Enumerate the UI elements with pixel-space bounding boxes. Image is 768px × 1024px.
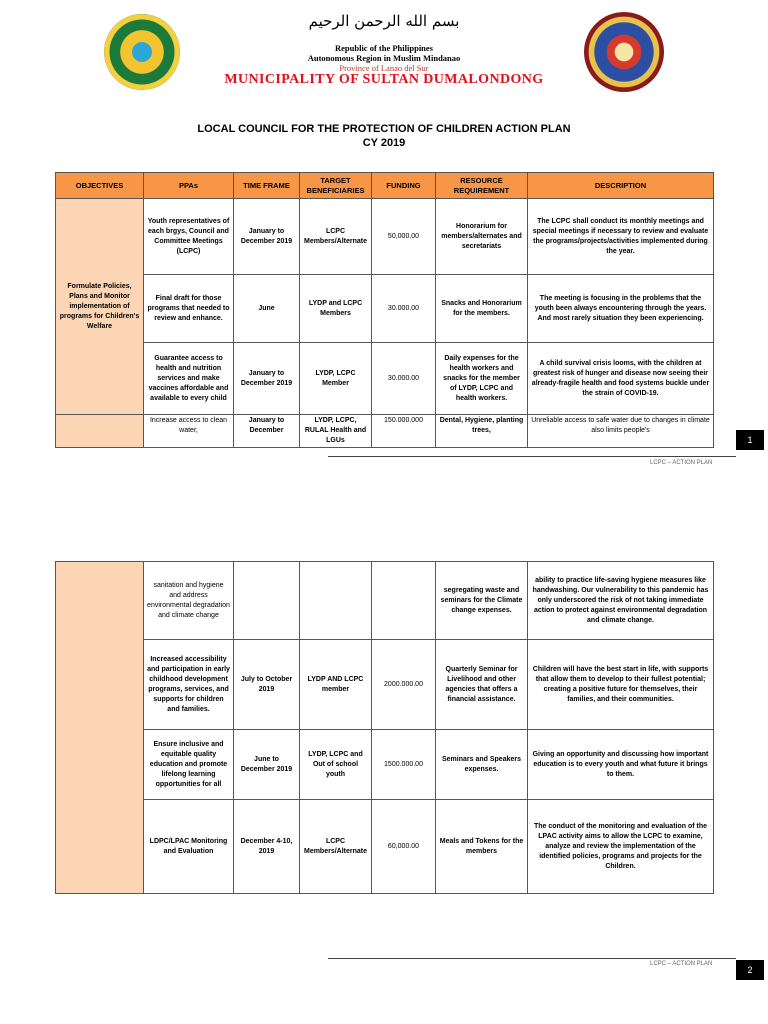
footer-divider — [328, 958, 736, 959]
target-cell: LYDP, LCPC and Out of school youth — [300, 730, 372, 800]
document-title: LOCAL COUNCIL FOR THE PROTECTION OF CHILDREN ACTION PLAN — [197, 123, 571, 135]
table-row — [56, 275, 714, 343]
description-cell: Unreliable access to safe water due to changes in climate also limits people's — [528, 415, 714, 448]
description-cell: The LCPC shall conduct its monthly meetings and special meetings if necessary to review and evaluate the programs/projects/activities implemented during the year. — [528, 199, 714, 275]
province-seal-logo — [584, 12, 664, 92]
funding-cell: 150.000.000 — [372, 415, 436, 448]
description-cell: The conduct of the monitoring and evaluation of the LPAC activity aims to allow the LCPC to examine, analyze and review the implementation of the identified policies, programs and projects for the Children. — [528, 800, 714, 894]
description-cell: Children will have the best start in life, with supports that allow them to develop to their fullest potential; creating a positive future for themselves, their families, and their communities. — [528, 640, 714, 730]
column-header: OBJECTIVES — [56, 173, 144, 199]
table-row — [56, 415, 714, 448]
ppa-cell: LDPC/LPAC Monitoring and Evaluation — [144, 800, 234, 894]
letterhead — [0, 0, 768, 100]
funding-cell — [372, 562, 436, 640]
time-cell: December 4-10, 2019 — [234, 800, 300, 894]
time-cell: June — [234, 275, 300, 343]
funding-cell: 1500.000.00 — [372, 730, 436, 800]
resource-cell: Snacks and Honorarium for the members. — [436, 275, 528, 343]
funding-cell: 50,000.00 — [372, 199, 436, 275]
region-text: Autonomous Region in Muslim Mindanao — [307, 53, 461, 63]
ppa-cell: Increased accessibility and participation in early childhood development programs, services, and supports for children and families. — [144, 640, 234, 730]
table-row — [56, 562, 714, 640]
column-header: FUNDING — [372, 173, 436, 199]
time-cell: January to December — [234, 415, 300, 448]
table-row — [56, 730, 714, 800]
description-cell: A child survival crisis looms, with the children at greatest risk of hunger and disease now seeing their already-fragile health and food systems buckle under the strain of COVID-19. — [528, 343, 714, 415]
time-cell: July to October 2019 — [234, 640, 300, 730]
resource-cell: Meals and Tokens for the members — [436, 800, 528, 894]
time-cell: January to December 2019 — [234, 199, 300, 275]
target-cell: LCPC Members/Alternate — [300, 199, 372, 275]
description-cell: Giving an opportunity and discussing how important education is to every youth and what future it brings to them. — [528, 730, 714, 800]
target-cell: LYDP and LCPC Members — [300, 275, 372, 343]
resource-cell: Quarterly Seminar for Livelihood and other agencies that offers a financial assistance. — [436, 640, 528, 730]
description-cell: The meeting is focusing in the problems that the youth been always encountering through the years. And most rarely situation they been experiencing. — [528, 275, 714, 343]
footer-divider — [328, 456, 736, 457]
footer-label: LCPC – ACTION PLAN — [650, 961, 713, 967]
column-header: RESOURCE REQUIREMENT — [436, 173, 528, 199]
target-cell — [300, 562, 372, 640]
funding-cell: 60,000.00 — [372, 800, 436, 894]
resource-cell: Honorarium for members/alternates and secretariats — [436, 199, 528, 275]
ppa-cell: Youth representatives of each brgys, Council and Committee Meetings (LCPC) — [144, 199, 234, 275]
municipality-title: MUNICIPALITY OF SULTAN DUMALONDONG — [224, 72, 544, 87]
description-cell: ability to practice life-saving hygiene measures like handwashing. Our vulnerability to this pandemic has only underscored the risk of not taking immediate action to protect against environmental degradation and climate change. — [528, 562, 714, 640]
column-header: PPAs — [144, 173, 234, 199]
document-year: CY 2019 — [362, 137, 406, 149]
table-header-row — [56, 173, 714, 199]
ppa-cell: sanitation and hygiene and address environmental degradation and climate change — [144, 562, 234, 640]
table-row — [56, 800, 714, 894]
table-row — [56, 343, 714, 415]
resource-cell: Dental, Hygiene, planting trees, — [436, 415, 528, 448]
table-row — [56, 640, 714, 730]
ppa-cell: Ensure inclusive and equitable quality education and promote lifelong learning opportunities for all — [144, 730, 234, 800]
footer-label: LCPC – ACTION PLAN — [650, 460, 713, 466]
page-number: 2 — [736, 960, 764, 980]
bismillah-text: بسم الله الرحمن الرحيم — [308, 12, 460, 30]
funding-cell: 2000.000.00 — [372, 640, 436, 730]
objective-cell — [56, 415, 144, 448]
column-header: TIME FRAME — [234, 173, 300, 199]
funding-cell: 30.000.00 — [372, 275, 436, 343]
ppa-cell: Increase access to clean water, — [144, 415, 234, 448]
action-plan-table-page-2 — [55, 561, 714, 894]
objective-cell: Formulate Policies, Plans and Monitor implementation of programs for Children's Welfare — [56, 199, 144, 415]
target-cell: LYDP, LCPC, RULAL Health and LGUs — [300, 415, 372, 448]
ppa-cell: Final draft for those programs that needed to review and enhance. — [144, 275, 234, 343]
time-cell: January to December 2019 — [234, 343, 300, 415]
time-cell: June to December 2019 — [234, 730, 300, 800]
column-header: TARGET BENEFICIARIES — [300, 173, 372, 199]
resource-cell: segregating waste and seminars for the Climate change expenses. — [436, 562, 528, 640]
republic-text: Republic of the Philippines — [334, 43, 433, 53]
province-text: Province of Lanao del Sur — [339, 63, 429, 73]
funding-cell: 30.000.00 — [372, 343, 436, 415]
action-plan-table-page-1 — [55, 172, 714, 448]
target-cell: LYDP, LCPC Member — [300, 343, 372, 415]
column-header: DESCRIPTION — [528, 173, 714, 199]
resource-cell: Seminars and Speakers expenses. — [436, 730, 528, 800]
table-row — [56, 199, 714, 275]
target-cell: LCPC Members/Alternate — [300, 800, 372, 894]
ppa-cell: Guarantee access to health and nutrition services and make vaccines affordable and available to every child — [144, 343, 234, 415]
objective-cell — [56, 562, 144, 894]
target-cell: LYDP AND LCPC member — [300, 640, 372, 730]
page-number: 1 — [736, 430, 764, 450]
resource-cell: Daily expenses for the health workers and snacks for the member of LYDP, LCPC and health workers. — [436, 343, 528, 415]
time-cell — [234, 562, 300, 640]
